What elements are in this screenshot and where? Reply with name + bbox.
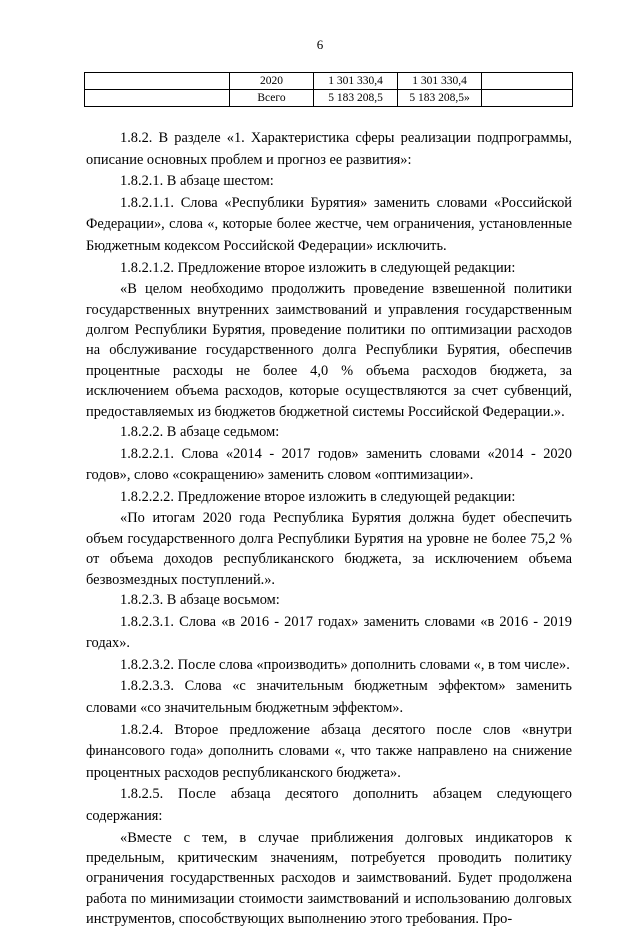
paragraph: 1.8.2.1.2. Предложение второе изложить в следующей редакции: bbox=[120, 259, 516, 276]
table-cell bbox=[85, 73, 230, 90]
table-cell bbox=[482, 90, 573, 107]
table-cell-value: 5 183 208,5 bbox=[314, 90, 398, 107]
paragraph: 1.8.2.2.2. Предложение второе изложить в следующей редакции: bbox=[120, 488, 516, 505]
table-cell bbox=[482, 73, 573, 90]
paragraph: 1.8.2.2.1. Слова «2014 - 2017 годов» заменить словами «2014 - 2020 годов», слово «сокращению» заменить словом «оптимизации». bbox=[86, 445, 572, 484]
quoted-paragraph: «В целом необходимо продолжить проведение взвешенной политики государственных внутренних заимствований и управления государственным долгом Республики Бурятия, проведение политики по оптимизации расходов на обслуживание государственного долга Республики Бурятия, обеспечив процентные расходы не более 4,0 % объема расходов бюджета, за исключением объема расходов, которые осуществляются за счет субвенций, предоставляемых из бюджетов бюджетной системы Российской Федерации.». bbox=[86, 281, 572, 420]
paragraph: 1.8.2.3.1. Слова «в 2016 - 2017 годах» заменить словами «в 2016 - 2019 годах». bbox=[86, 613, 572, 652]
paragraph: 1.8.2.4. Второе предложение абзаца десятого после слов «внутри финансового года» дополнить словами «, что также направлено на снижение процентных расходов республиканского бюджета». bbox=[86, 721, 572, 781]
table-row bbox=[85, 90, 573, 107]
table-row bbox=[85, 73, 573, 90]
table-cell-value: 1 301 330,4 bbox=[398, 73, 482, 90]
budget-table bbox=[84, 72, 573, 107]
paragraph: 1.8.2.1.1. Слова «Республики Бурятия» заменить словами «Российской Федерации», слова «, которые более жестче, чем ограничения, установленные Бюджетным кодексом Российской Федерации» исключить. bbox=[86, 194, 572, 254]
paragraph: 1.8.2.3.3. Слова «с значительным бюджетным эффектом» заменить словами «со значительным бюджетным эффектом». bbox=[86, 678, 572, 716]
table-cell-year: 2020 bbox=[230, 73, 314, 90]
table-cell-value: 5 183 208,5» bbox=[398, 90, 482, 107]
paragraph: 1.8.2.1. В абзаце шестом: bbox=[120, 173, 274, 190]
paragraph: 1.8.2.2. В абзаце седьмом: bbox=[120, 424, 280, 440]
paragraph: 1.8.2.5. После абзаца десятого дополнить абзацем следующего содержания: bbox=[86, 786, 572, 824]
table-cell-total-label: Всего bbox=[230, 90, 314, 107]
page-number: 6 bbox=[316, 37, 324, 52]
quoted-paragraph: «По итогам 2020 года Республика Бурятия должна будет обеспечить объем государственного долга Республики Бурятия на уровне не более 75,2 % от объема доходов республиканского бюджета, за исключением объема безвозмездных поступлений.». bbox=[86, 510, 572, 588]
paragraph: 1.8.2. В разделе «1. Характеристика сферы реализации подпрограммы, описание основных проблем и прогноз ее развития»: bbox=[86, 130, 572, 168]
quoted-paragraph: «Вместе с тем, в случае приближения долговых индикаторов к предельным, критическим значениям, потребуется проводить политику ограничения государственных расходов и заимствований. Будет продолжена работа по минимизации стоимости заимствований и использованию долговых инструментов, способствующих выполнению этого требования. Про- bbox=[86, 829, 572, 928]
document-body bbox=[86, 128, 572, 930]
paragraph: 1.8.2.3. В абзаце восьмом: bbox=[120, 592, 280, 608]
paragraph: 1.8.2.3.2. После слова «производить» дополнить словами «, в том числе». bbox=[120, 656, 570, 673]
table-cell-value: 1 301 330,4 bbox=[314, 73, 398, 90]
table-cell bbox=[85, 90, 230, 107]
